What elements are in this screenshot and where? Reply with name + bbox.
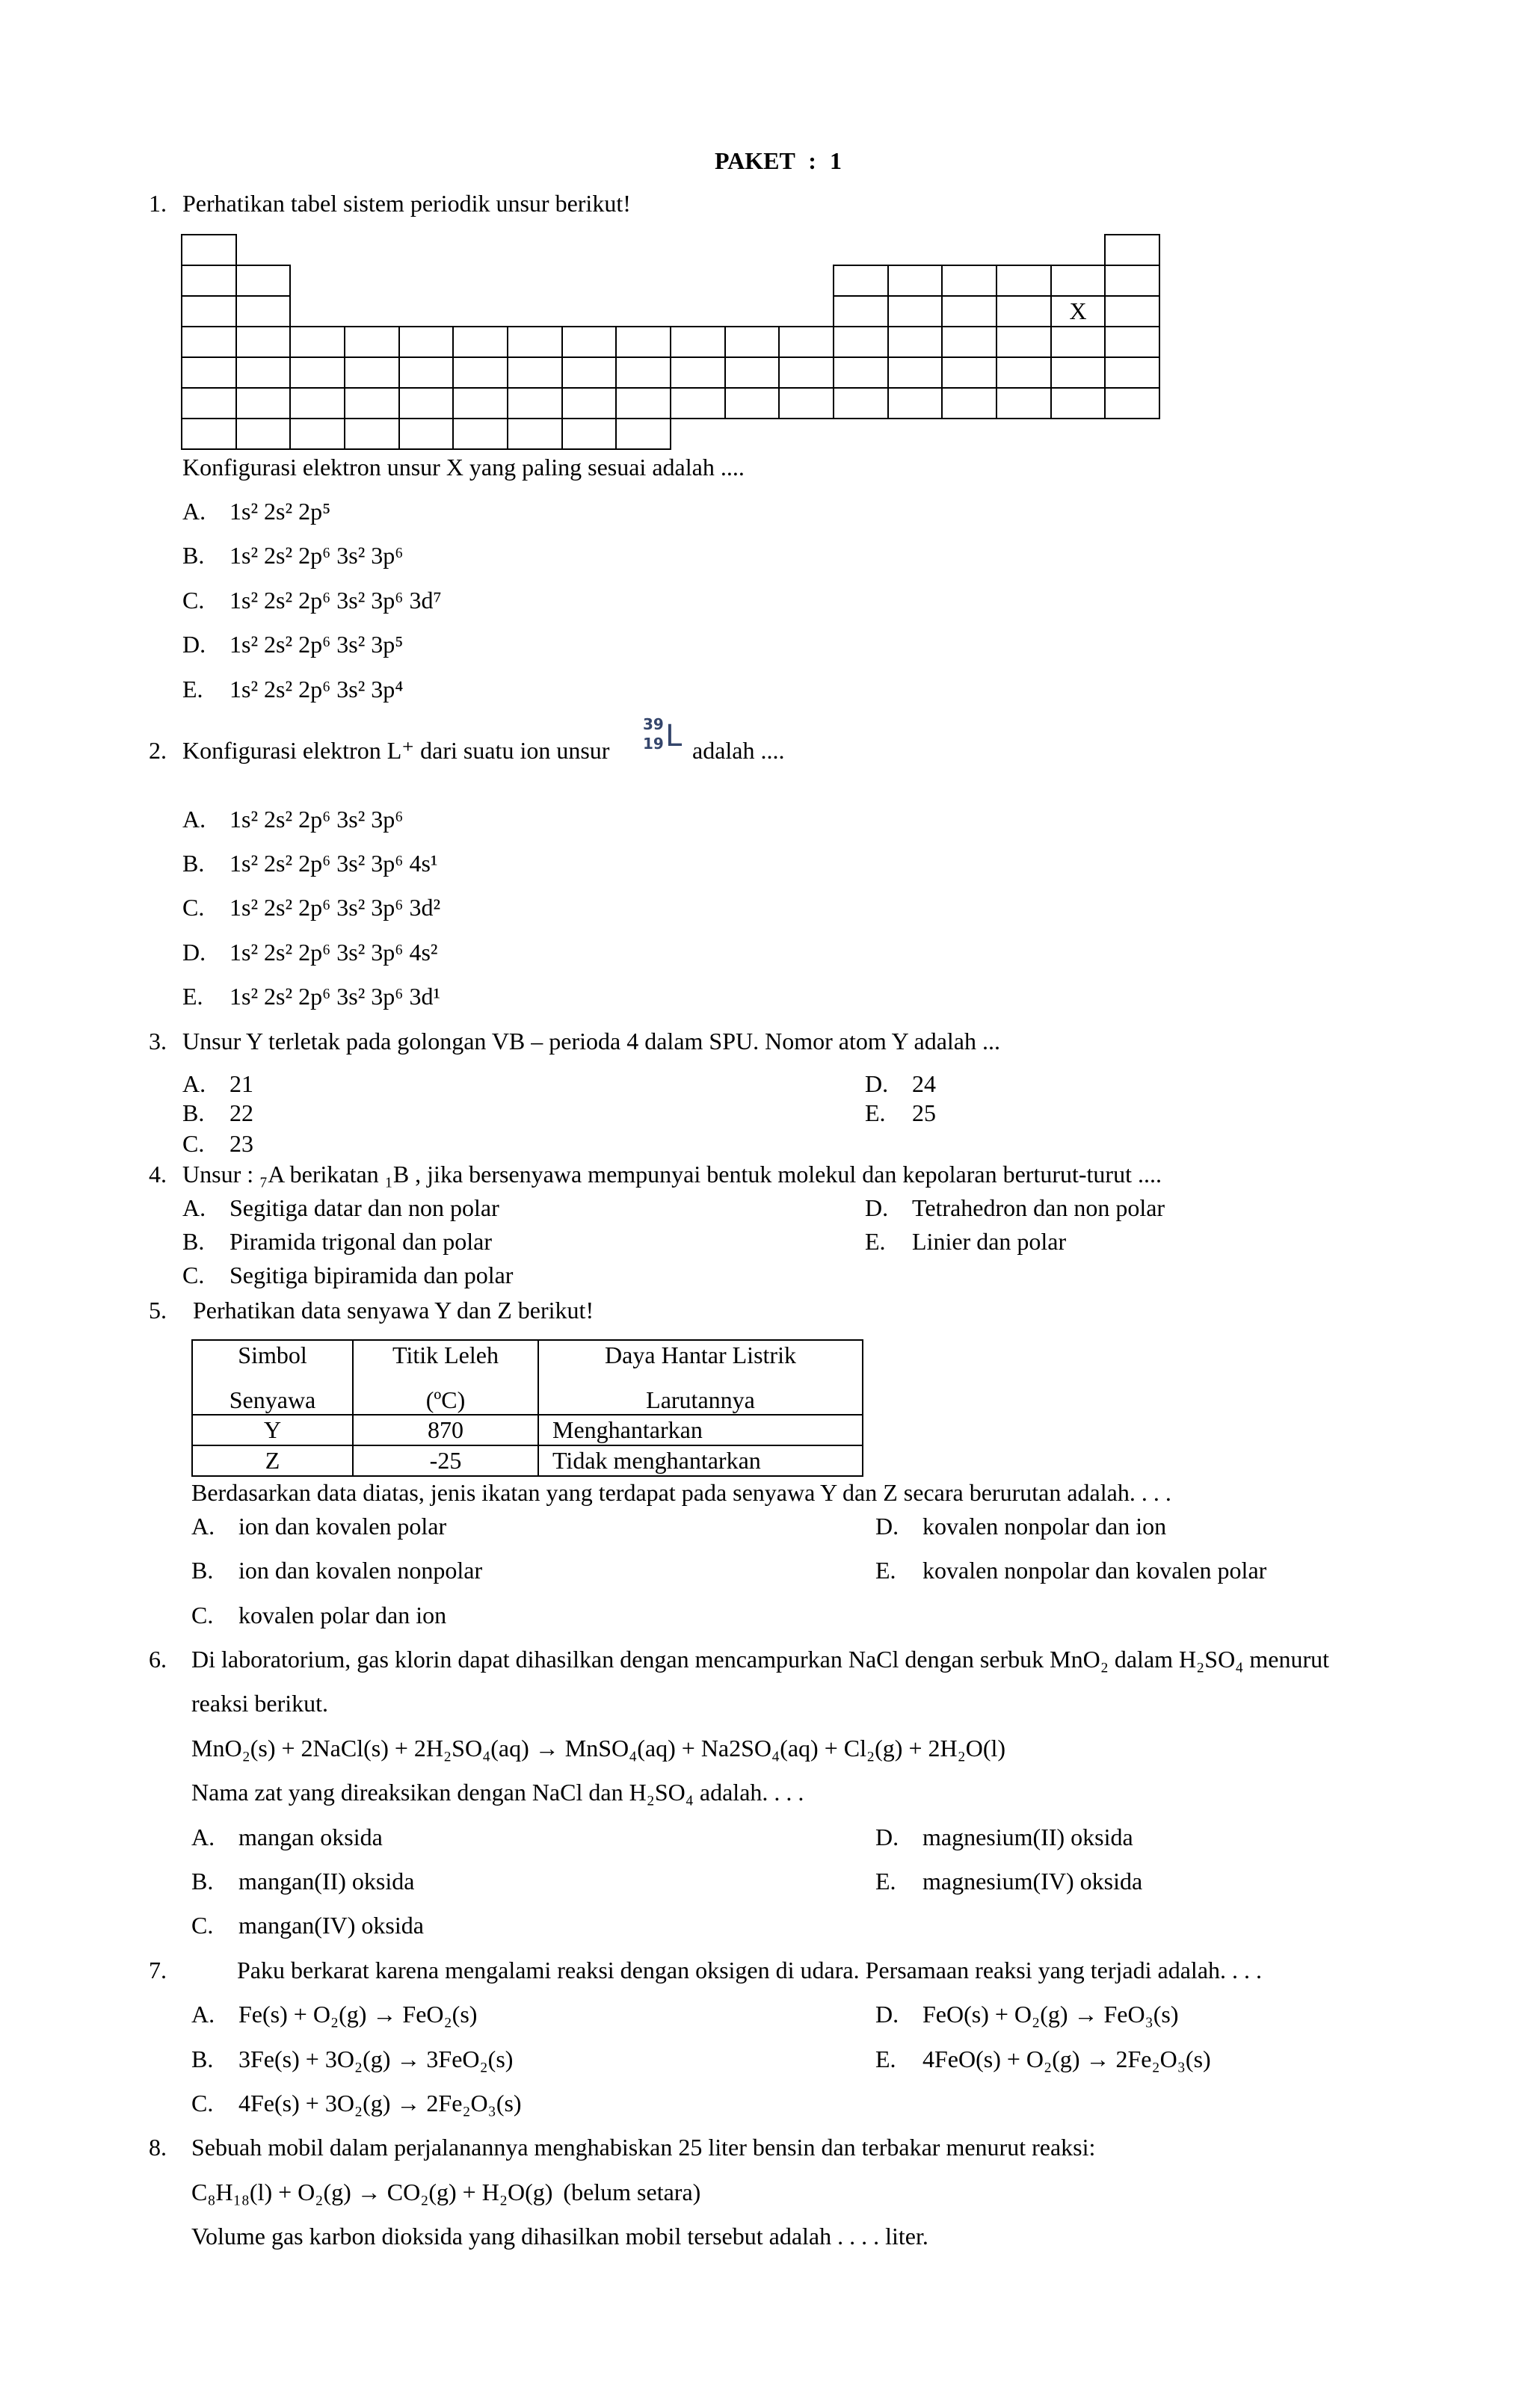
option-letter: E. xyxy=(865,1099,886,1126)
option-text: 1s² 2s² 2p⁶ 3s² 3p⁶ 4s¹ xyxy=(230,850,438,877)
periodic-table-cell xyxy=(833,265,889,297)
periodic-table-cell xyxy=(1050,326,1106,358)
question-number: 8. xyxy=(149,2134,167,2161)
option-b xyxy=(182,849,438,877)
option-text: 1s² 2s² 2p⁵ xyxy=(230,498,331,525)
option-d xyxy=(182,938,438,966)
option-text: kovalen polar dan ion xyxy=(238,1602,447,1629)
periodic-table-cell xyxy=(1104,234,1160,266)
option-letter: D. xyxy=(182,631,206,658)
option-e xyxy=(875,1867,1142,1895)
periodic-table-cell xyxy=(181,387,237,419)
option-text: 1s² 2s² 2p⁶ 3s² 3p⁴ xyxy=(230,676,404,703)
option-letter: B. xyxy=(182,1228,205,1255)
periodic-table-cell xyxy=(778,326,834,358)
header-line: Senyawa xyxy=(229,1386,316,1413)
option-a xyxy=(191,1512,446,1540)
header-line: (ºC) xyxy=(425,1386,466,1413)
option-letter: D. xyxy=(875,1513,899,1540)
periodic-table-cell xyxy=(507,387,563,419)
header-conductivity xyxy=(538,1340,863,1415)
option-text: mangan(II) oksida xyxy=(238,1868,415,1895)
option-b xyxy=(191,1556,482,1584)
option-text: Segitiga datar dan non polar xyxy=(230,1194,499,1221)
cell-melting-point: -25 xyxy=(353,1445,538,1476)
option-a xyxy=(182,805,403,833)
header-melting-point xyxy=(353,1340,538,1415)
option-text: 4Fe(s) + 3O₂(g) → 2Fe₂O₃(s) xyxy=(238,2090,522,2117)
periodic-table-cell xyxy=(1050,265,1106,297)
periodic-table-cell xyxy=(887,326,943,358)
option-text: 25 xyxy=(912,1099,936,1126)
option-letter: A. xyxy=(182,806,206,833)
periodic-table-cell xyxy=(398,326,455,358)
periodic-table-cell xyxy=(1104,295,1160,327)
periodic-table-cell xyxy=(670,326,726,358)
periodic-table-cell xyxy=(996,356,1052,389)
periodic-table-cell xyxy=(344,418,400,450)
periodic-table-cell xyxy=(507,356,563,389)
reaction-line xyxy=(191,2178,700,2206)
option-text: magnesium(IV) oksida xyxy=(922,1868,1143,1895)
periodic-table-cell xyxy=(778,387,834,419)
option-text: Fe(s) + O₂(g) → FeO₂(s) xyxy=(238,2001,478,2028)
option-d xyxy=(865,1069,936,1098)
question-number: 7. xyxy=(149,1957,167,1983)
option-b xyxy=(191,2045,513,2073)
option-c xyxy=(191,1911,424,1939)
option-text: 24 xyxy=(912,1070,936,1097)
option-letter: C. xyxy=(182,894,205,921)
option-text: ion dan kovalen polar xyxy=(238,1513,447,1540)
periodic-table-cell xyxy=(887,356,943,389)
option-text: Tetrahedron dan non polar xyxy=(912,1194,1165,1221)
option-letter: A. xyxy=(191,2001,215,2028)
periodic-table-cell xyxy=(615,356,671,389)
option-text: ion dan kovalen nonpolar xyxy=(238,1557,483,1584)
option-c xyxy=(182,1129,253,1158)
periodic-table-cell xyxy=(996,326,1052,358)
reaction-equation: MnO₂(s) + 2NaCl(s) + 2H₂SO₄(aq) → MnSO₄(aq) + Na2SO₄(aq) + Cl₂(g) + 2H₂O(l) xyxy=(191,1735,1006,1762)
option-letter: C. xyxy=(182,1130,205,1157)
periodic-table-cell xyxy=(887,265,943,297)
periodic-table-cell xyxy=(289,326,345,358)
periodic-table-cell xyxy=(887,295,943,327)
option-e xyxy=(875,1556,1266,1584)
option-letter: B. xyxy=(182,1099,205,1126)
option-text: magnesium(II) oksida xyxy=(922,1824,1133,1850)
option-letter: B. xyxy=(191,1868,214,1895)
option-text: 23 xyxy=(230,1130,253,1157)
periodic-table-cell xyxy=(615,326,671,358)
option-a xyxy=(191,2000,477,2028)
periodic-table-cell xyxy=(181,295,237,327)
periodic-table-cell xyxy=(289,356,345,389)
option-text: Piramida trigonal dan polar xyxy=(230,1228,493,1255)
periodic-table-cell xyxy=(1104,356,1160,389)
periodic-table-cell xyxy=(235,295,292,327)
option-a xyxy=(182,497,330,525)
periodic-table-cell xyxy=(1050,387,1106,419)
option-a xyxy=(191,1823,383,1851)
periodic-table-cell xyxy=(181,234,237,266)
periodic-table-cell xyxy=(561,387,617,419)
option-text: 1s² 2s² 2p⁶ 3s² 3p⁶ 3d⁷ xyxy=(230,587,442,614)
option-d xyxy=(875,1512,1166,1540)
option-letter: D. xyxy=(865,1070,889,1097)
option-letter: D. xyxy=(865,1194,889,1221)
question-text: Unsur Y terletak pada golongan VB – perioda 4 dalam SPU. Nomor atom Y adalah ... xyxy=(182,1028,1000,1055)
page-title: PAKET : 1 xyxy=(715,147,842,174)
periodic-table-cell xyxy=(507,418,563,450)
header-line: Titik Leleh xyxy=(392,1342,499,1368)
periodic-table-cell xyxy=(289,418,345,450)
atomic-number: 19 xyxy=(643,735,664,753)
table-row xyxy=(192,1445,863,1476)
option-letter: A. xyxy=(182,498,206,525)
periodic-table-cell xyxy=(833,295,889,327)
option-letter: E. xyxy=(875,1557,896,1584)
option-d xyxy=(182,630,403,658)
question-number: 3. xyxy=(149,1028,167,1055)
periodic-table-cell xyxy=(670,356,726,389)
option-d xyxy=(875,2000,1179,2028)
periodic-table-cell xyxy=(941,356,997,389)
periodic-table-cell xyxy=(452,387,508,419)
question-text: Sebuah mobil dalam perjalanannya menghabiskan 25 liter bensin dan terbakar menurut reaksi: xyxy=(191,2134,1096,2161)
option-a xyxy=(182,1069,253,1098)
nuclide-symbol xyxy=(643,716,688,758)
periodic-table-cell xyxy=(615,418,671,450)
option-e xyxy=(182,675,403,703)
option-b xyxy=(191,1867,414,1895)
periodic-table-cell xyxy=(181,356,237,389)
periodic-table-cell xyxy=(724,356,780,389)
periodic-table-cell-marked: X xyxy=(1050,295,1106,327)
option-letter: A. xyxy=(182,1194,206,1221)
question-text: Konfigurasi elektron L⁺ dari suatu ion unsur xyxy=(182,737,610,764)
option-text: 1s² 2s² 2p⁶ 3s² 3p⁶ 4s² xyxy=(230,939,438,966)
option-b xyxy=(182,1099,253,1127)
periodic-table-cell xyxy=(398,356,455,389)
option-text: 1s² 2s² 2p⁶ 3s² 3p⁶ 3d² xyxy=(230,894,441,921)
option-text: 1s² 2s² 2p⁶ 3s² 3p⁶ 3d¹ xyxy=(230,983,441,1010)
periodic-table-cell xyxy=(1104,387,1160,419)
periodic-table-cell xyxy=(833,387,889,419)
cell-conductivity: Menghantarkan xyxy=(538,1415,863,1445)
option-letter: B. xyxy=(182,850,205,877)
periodic-table-cell xyxy=(1104,265,1160,297)
table-row xyxy=(192,1415,863,1445)
periodic-table-cell xyxy=(670,387,726,419)
option-letter: E. xyxy=(875,1868,896,1895)
option-text: 21 xyxy=(230,1070,253,1097)
option-text: mangan oksida xyxy=(238,1824,383,1850)
option-letter: B. xyxy=(182,542,205,569)
option-a xyxy=(182,1194,499,1222)
question-number: 2. xyxy=(149,737,167,764)
option-letter: C. xyxy=(191,1912,214,1939)
question-text: Unsur : ₇A berikatan ₁B , jika bersenyawa mempunyai bentuk molekul dan kepolaran berturut-turut .... xyxy=(182,1161,1162,1188)
periodic-table-cell xyxy=(452,418,508,450)
question-number: 4. xyxy=(149,1161,167,1188)
option-letter: B. xyxy=(191,1557,214,1584)
header-line: Daya Hantar Listrik xyxy=(605,1342,796,1368)
question-text: Paku berkarat karena mengalami reaksi dengan oksigen di udara. Persamaan reaksi yang terjadi adalah. . . . xyxy=(237,1957,1263,1983)
periodic-table-cell xyxy=(941,387,997,419)
option-letter: B. xyxy=(191,2046,214,2072)
option-letter: C. xyxy=(191,1602,214,1629)
cell-symbol: Z xyxy=(192,1445,353,1476)
header-line: Simbol xyxy=(238,1342,307,1368)
option-text: Segitiga bipiramida dan polar xyxy=(230,1262,514,1288)
option-text: kovalen nonpolar dan kovalen polar xyxy=(922,1557,1267,1584)
periodic-table-cell xyxy=(941,295,997,327)
periodic-table-cell xyxy=(887,387,943,419)
periodic-table-cell xyxy=(235,265,292,297)
periodic-table-cell xyxy=(996,387,1052,419)
question-text: reaksi berikut. xyxy=(191,1690,329,1717)
element-symbol: L xyxy=(665,719,683,753)
periodic-table-cell xyxy=(235,418,292,450)
option-text: mangan(IV) oksida xyxy=(238,1912,424,1939)
periodic-table-cell xyxy=(1104,326,1160,358)
mass-number: 39 xyxy=(643,715,664,733)
periodic-table-cell xyxy=(561,418,617,450)
cell-conductivity: Tidak menghantarkan xyxy=(538,1445,863,1476)
periodic-table-cell xyxy=(398,387,455,419)
periodic-table-cell xyxy=(181,418,237,450)
option-d xyxy=(865,1194,1165,1222)
question-number: 6. xyxy=(149,1646,167,1673)
cell-symbol: Y xyxy=(192,1415,353,1445)
option-letter: A. xyxy=(191,1513,215,1540)
option-letter: A. xyxy=(191,1824,215,1850)
question-number: 5. xyxy=(149,1297,167,1324)
periodic-table-cell xyxy=(235,356,292,389)
periodic-table-cell xyxy=(996,295,1052,327)
option-c xyxy=(182,893,440,921)
option-letter: D. xyxy=(875,2001,899,2028)
option-text: kovalen nonpolar dan ion xyxy=(922,1513,1167,1540)
periodic-table-grid xyxy=(181,234,1160,450)
question-text: Perhatikan tabel sistem periodik unsur berikut! xyxy=(182,190,631,217)
question-prompt: Konfigurasi elektron unsur X yang paling sesuai adalah .... xyxy=(182,454,745,481)
periodic-table-cell xyxy=(452,356,508,389)
question-text-end: adalah .... xyxy=(692,737,785,764)
table-header-row xyxy=(192,1340,863,1415)
periodic-table-cell xyxy=(724,326,780,358)
option-text: FeO(s) + O₂(g) → FeO₃(s) xyxy=(922,2001,1179,2028)
option-d xyxy=(875,1823,1133,1851)
periodic-table-cell xyxy=(724,387,780,419)
option-text: Linier dan polar xyxy=(912,1228,1067,1255)
option-letter: C. xyxy=(182,587,205,614)
periodic-table-cell xyxy=(507,326,563,358)
question-prompt: Berdasarkan data diatas, jenis ikatan yang terdapat pada senyawa Y dan Z secara berurutan adalah. . . . xyxy=(191,1479,1171,1506)
option-text: 22 xyxy=(230,1099,253,1126)
periodic-table-cell xyxy=(996,265,1052,297)
periodic-table-cell xyxy=(235,326,292,358)
question-prompt: Volume gas karbon dioksida yang dihasilkan mobil tersebut adalah . . . . liter. xyxy=(191,2223,928,2250)
header-symbol xyxy=(192,1340,353,1415)
periodic-table-cell xyxy=(778,356,834,389)
question-text: Di laboratorium, gas klorin dapat dihasilkan dengan mencampurkan NaCl dengan serbuk MnO₂ dalam H₂SO₄ menurut xyxy=(191,1646,1329,1673)
compound-data-table xyxy=(191,1339,863,1477)
option-letter: A. xyxy=(182,1070,206,1097)
periodic-table-cell xyxy=(344,387,400,419)
reaction-equation: C₈H₁₈(l) + O₂(g) → CO₂(g) + H₂O(g) xyxy=(191,2179,553,2205)
option-b xyxy=(182,1227,492,1256)
cell-melting-point: 870 xyxy=(353,1415,538,1445)
periodic-table-cell xyxy=(235,387,292,419)
option-text: 4FeO(s) + O₂(g) → 2Fe₂O₃(s) xyxy=(922,2046,1211,2072)
option-letter: E. xyxy=(875,2046,896,2072)
periodic-table-cell xyxy=(398,418,455,450)
periodic-table-cell xyxy=(289,387,345,419)
periodic-table-cell xyxy=(833,356,889,389)
option-c xyxy=(191,1601,446,1629)
option-text: 1s² 2s² 2p⁶ 3s² 3p⁶ xyxy=(230,542,404,569)
question-prompt: Nama zat yang direaksikan dengan NaCl dan H₂SO₄ adalah. . . . xyxy=(191,1779,804,1806)
option-c xyxy=(182,1261,513,1289)
header-line: Larutannya xyxy=(646,1386,755,1413)
option-e xyxy=(182,982,440,1010)
periodic-table-cell xyxy=(344,356,400,389)
option-text: 1s² 2s² 2p⁶ 3s² 3p⁵ xyxy=(230,631,404,658)
periodic-table-cell xyxy=(452,326,508,358)
option-letter: D. xyxy=(182,939,206,966)
option-letter: E. xyxy=(865,1228,886,1255)
periodic-table-cell xyxy=(615,387,671,419)
option-e xyxy=(875,2045,1211,2073)
option-c xyxy=(182,586,442,614)
option-letter: C. xyxy=(182,1262,205,1288)
option-c xyxy=(191,2089,522,2117)
periodic-table-cell xyxy=(344,326,400,358)
periodic-table-cell xyxy=(941,326,997,358)
periodic-table-cell xyxy=(561,326,617,358)
question-number: 1. xyxy=(149,190,167,217)
option-e xyxy=(865,1099,936,1127)
periodic-table-cell xyxy=(181,265,237,297)
option-letter: C. xyxy=(191,2090,214,2117)
periodic-table-cell xyxy=(181,326,237,358)
periodic-table-cell xyxy=(941,265,997,297)
question-text: Perhatikan data senyawa Y dan Z berikut! xyxy=(193,1297,594,1324)
option-letter: E. xyxy=(182,983,203,1010)
option-e xyxy=(865,1227,1066,1256)
periodic-table-cell xyxy=(561,356,617,389)
option-letter: D. xyxy=(875,1824,899,1850)
option-text: 3Fe(s) + 3O₂(g) → 3FeO₂(s) xyxy=(238,2046,514,2072)
periodic-table-cell xyxy=(1050,356,1106,389)
option-text: 1s² 2s² 2p⁶ 3s² 3p⁶ xyxy=(230,806,404,833)
reaction-note: (belum setara) xyxy=(563,2179,701,2205)
option-b xyxy=(182,541,403,569)
option-letter: E. xyxy=(182,676,203,703)
periodic-table-cell xyxy=(833,326,889,358)
